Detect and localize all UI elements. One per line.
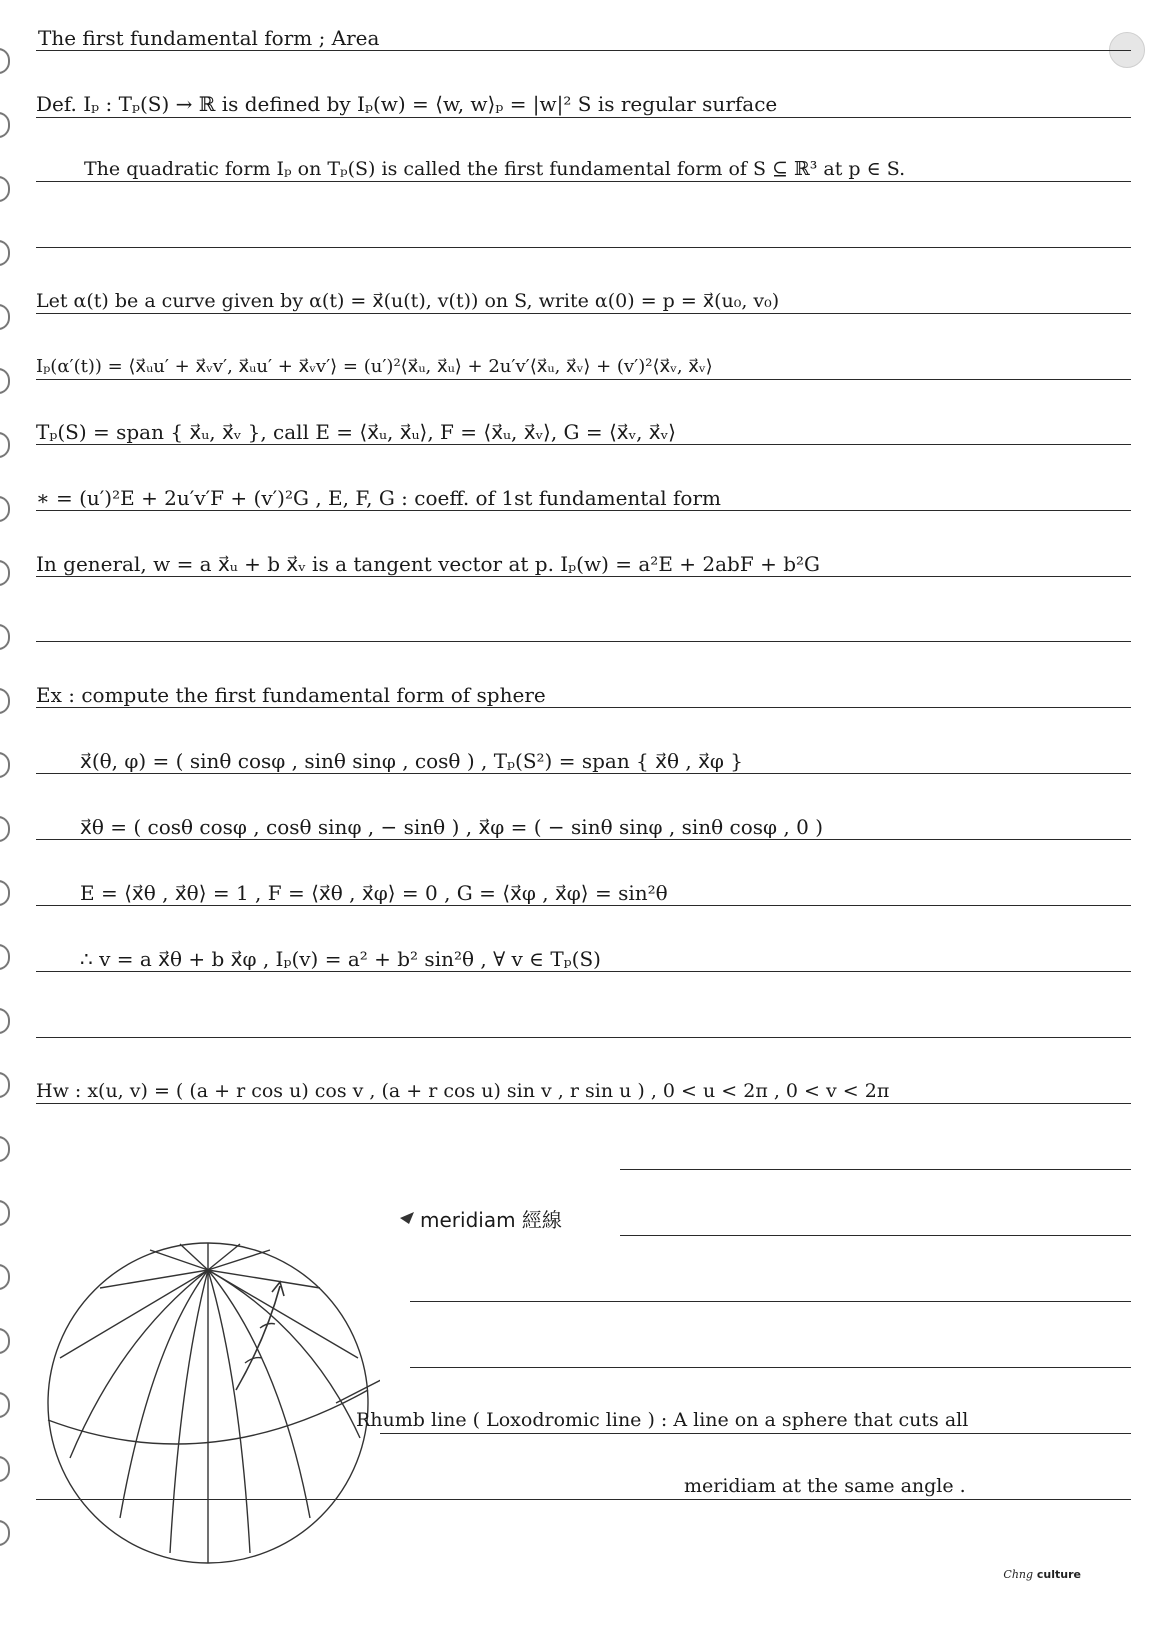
sphere-figure <box>40 1158 380 1568</box>
binder-ring <box>0 176 10 202</box>
example-line: x⃗θ = ( cosθ cosφ , cosθ sinφ , − sinθ ) , x⃗φ = ( − sinθ sinφ , sinθ cosφ , 0 ) <box>80 815 823 839</box>
ruled-line <box>36 50 1131 51</box>
ruled-line <box>36 641 1131 642</box>
ruled-line <box>410 1301 1131 1302</box>
ruled-line <box>620 1235 1131 1236</box>
example-heading: Ex : compute the first fundamental form of sphere <box>36 683 546 707</box>
ruled-line <box>36 1037 1131 1038</box>
derivation-line: Iₚ(α′(t)) = ⟨x⃗ᵤu′ + x⃗ᵥv′, x⃗ᵤu′ + x⃗ᵥv′⟩ = (u′)²⟨x⃗ᵤ, x⃗ᵤ⟩ + 2u′v′⟨x⃗ᵤ, x⃗ᵥ⟩ + (v′)²⟨x⃗ᵥ, x⃗ᵥ⟩ <box>36 356 713 377</box>
ruled-line <box>620 1169 1131 1170</box>
brand-mark <box>1003 1568 1081 1581</box>
derivation-line: ∗ = (u′)²E + 2u′v′F + (v′)²G , E, F, G : coeff. of 1st fundamental form <box>36 486 721 510</box>
binder-ring <box>0 560 10 586</box>
example-line: E = ⟨x⃗θ , x⃗θ⟩ = 1 , F = ⟨x⃗θ , x⃗φ⟩ = 0 , G = ⟨x⃗φ , x⃗φ⟩ = sin²θ <box>80 881 668 905</box>
meridian-label: meridiam 經線 <box>420 1208 562 1232</box>
binder-ring <box>0 240 10 266</box>
binder-ring <box>0 1200 10 1226</box>
binder-ring <box>0 944 10 970</box>
binder-ring <box>0 48 10 74</box>
ruled-line <box>410 1367 1131 1368</box>
binder-ring <box>0 1072 10 1098</box>
rhumb-definition-line: Rhumb line ( Loxodromic line ) : A line on a sphere that cuts all <box>356 1409 969 1431</box>
ruled-line <box>36 905 1131 906</box>
ruled-line <box>36 707 1131 708</box>
binder-ring <box>0 496 10 522</box>
binder-ring <box>0 432 10 458</box>
rhumb-curve <box>236 1286 280 1390</box>
brand-suffix: culture <box>1036 1568 1081 1581</box>
meridian-lines <box>60 1244 360 1553</box>
ruled-line <box>36 510 1131 511</box>
ruled-line <box>380 1433 1131 1434</box>
binder-ring <box>0 816 10 842</box>
ruled-line <box>36 773 1131 774</box>
derivation-line: Tₚ(S) = span { x⃗ᵤ, x⃗ᵥ }, call E = ⟨x⃗ᵤ, x⃗ᵤ⟩, F = ⟨x⃗ᵤ, x⃗ᵥ⟩, G = ⟨x⃗ᵥ, x⃗ᵥ⟩ <box>36 420 676 444</box>
brand-prefix: Chng <box>1003 1568 1034 1581</box>
binder-ring <box>0 304 10 330</box>
ruled-line <box>36 971 1131 972</box>
derivation-line: In general, w = a x⃗ᵤ + b x⃗ᵥ is a tangent vector at p. Iₚ(w) = a²E + 2abF + b²G <box>36 552 820 576</box>
ruled-line <box>36 247 1131 248</box>
homework-line: Hw : x(u, v) = ( (a + r cos u) cos v , (a + r cos u) sin v , r sin u ) , 0 < u < 2π , 0 < v < 2π <box>36 1080 890 1102</box>
binder-ring <box>0 1136 10 1162</box>
definition-line: The quadratic form Iₚ on Tₚ(S) is called the first fundamental form of S ⊆ ℝ³ at p ∈ S. <box>84 158 906 180</box>
ruled-line <box>36 181 1131 182</box>
definition-line: Def. Iₚ : Tₚ(S) → ℝ is defined by Iₚ(w) = ⟨w, w⟩ₚ = |w|² S is regular surface <box>36 92 778 116</box>
ruled-line <box>36 576 1131 577</box>
binder-ring <box>0 368 10 394</box>
ruled-line <box>36 1103 1131 1104</box>
derivation-line: Let α(t) be a curve given by α(t) = x⃗(u(t), v(t)) on S, write α(0) = p = x⃗(u₀, v₀) <box>36 290 780 312</box>
binder-ring <box>0 1008 10 1034</box>
binder-ring <box>0 880 10 906</box>
ruled-line <box>36 839 1131 840</box>
ruled-line <box>36 379 1131 380</box>
binder-ring <box>0 1392 10 1418</box>
binder-ring <box>0 1328 10 1354</box>
angle-mark <box>245 1358 262 1363</box>
binder-ring <box>0 624 10 650</box>
pointer-arrow <box>336 1365 380 1403</box>
pointer-arrowhead <box>400 1208 420 1228</box>
binder-ring <box>0 752 10 778</box>
binder-ring <box>0 1456 10 1482</box>
binder-ring <box>0 688 10 714</box>
example-line: x⃗(θ, φ) = ( sinθ cosφ , sinθ sinφ , cosθ ) , Tₚ(S²) = span { x⃗θ , x⃗φ } <box>80 749 744 773</box>
ruled-line <box>36 117 1131 118</box>
binder-ring <box>0 1264 10 1290</box>
ruled-line <box>36 313 1131 314</box>
binder-ring <box>0 112 10 138</box>
binder-ring <box>0 1520 10 1546</box>
page-title: The first fundamental form ; Area <box>38 26 380 50</box>
example-line: ∴ v = a x⃗θ + b x⃗φ , Iₚ(v) = a² + b² sin²θ , ∀ v ∈ Tₚ(S) <box>80 947 601 971</box>
rhumb-definition-line: meridiam at the same angle . <box>684 1475 966 1497</box>
ruled-line <box>36 444 1131 445</box>
